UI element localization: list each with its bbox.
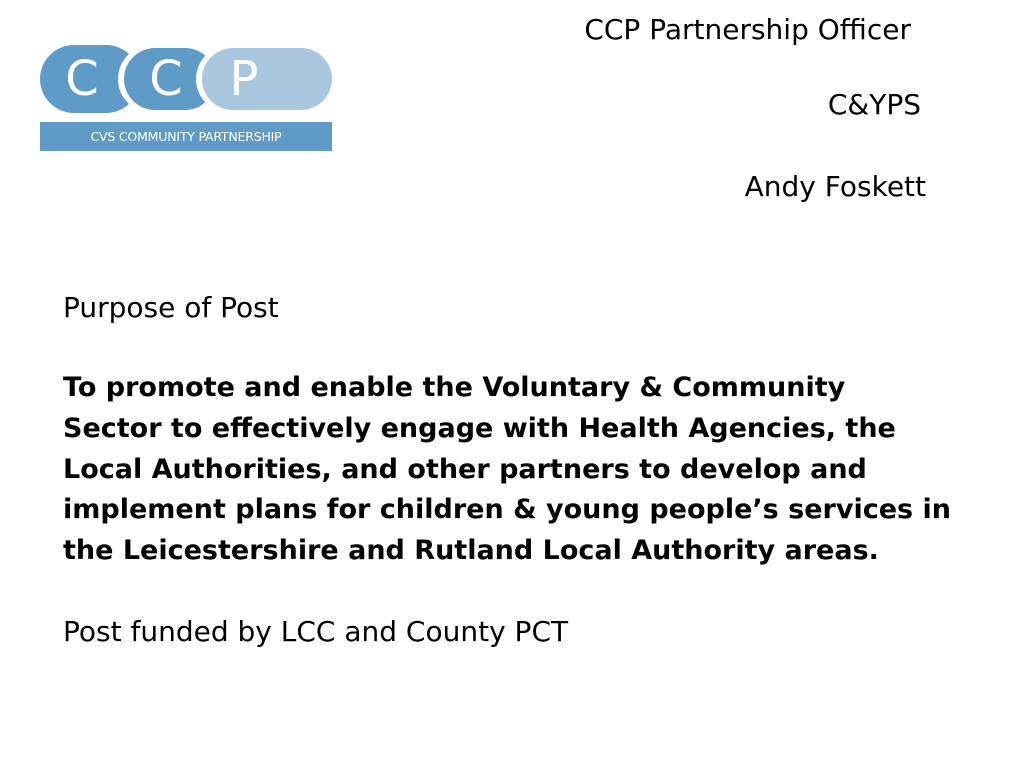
logo-letter-c1: C bbox=[65, 51, 99, 107]
department: C&YPS bbox=[827, 88, 921, 121]
logo-letter-p: P bbox=[229, 51, 259, 107]
main-content bbox=[63, 288, 963, 652]
purpose-text: To promote and enable the Voluntary & Community Sector to effectively engage with Health Agencies, the Local Authorities, and other partners to develop and implement plans for children & young people’s services in the Leicestershire and Rutland Local Authority areas. bbox=[63, 372, 951, 567]
ccp-logo bbox=[40, 45, 332, 151]
purpose-heading: Purpose of Post bbox=[63, 291, 279, 324]
funding-text: Post funded by LCC and County PCT bbox=[63, 614, 569, 648]
person-name: Andy Foskett bbox=[744, 170, 926, 203]
logo-tagline: CVS COMMUNITY PARTNERSHIP bbox=[90, 129, 282, 144]
logo-letter-c2: C bbox=[149, 51, 183, 107]
job-title: CCP Partnership Officer bbox=[584, 13, 911, 46]
